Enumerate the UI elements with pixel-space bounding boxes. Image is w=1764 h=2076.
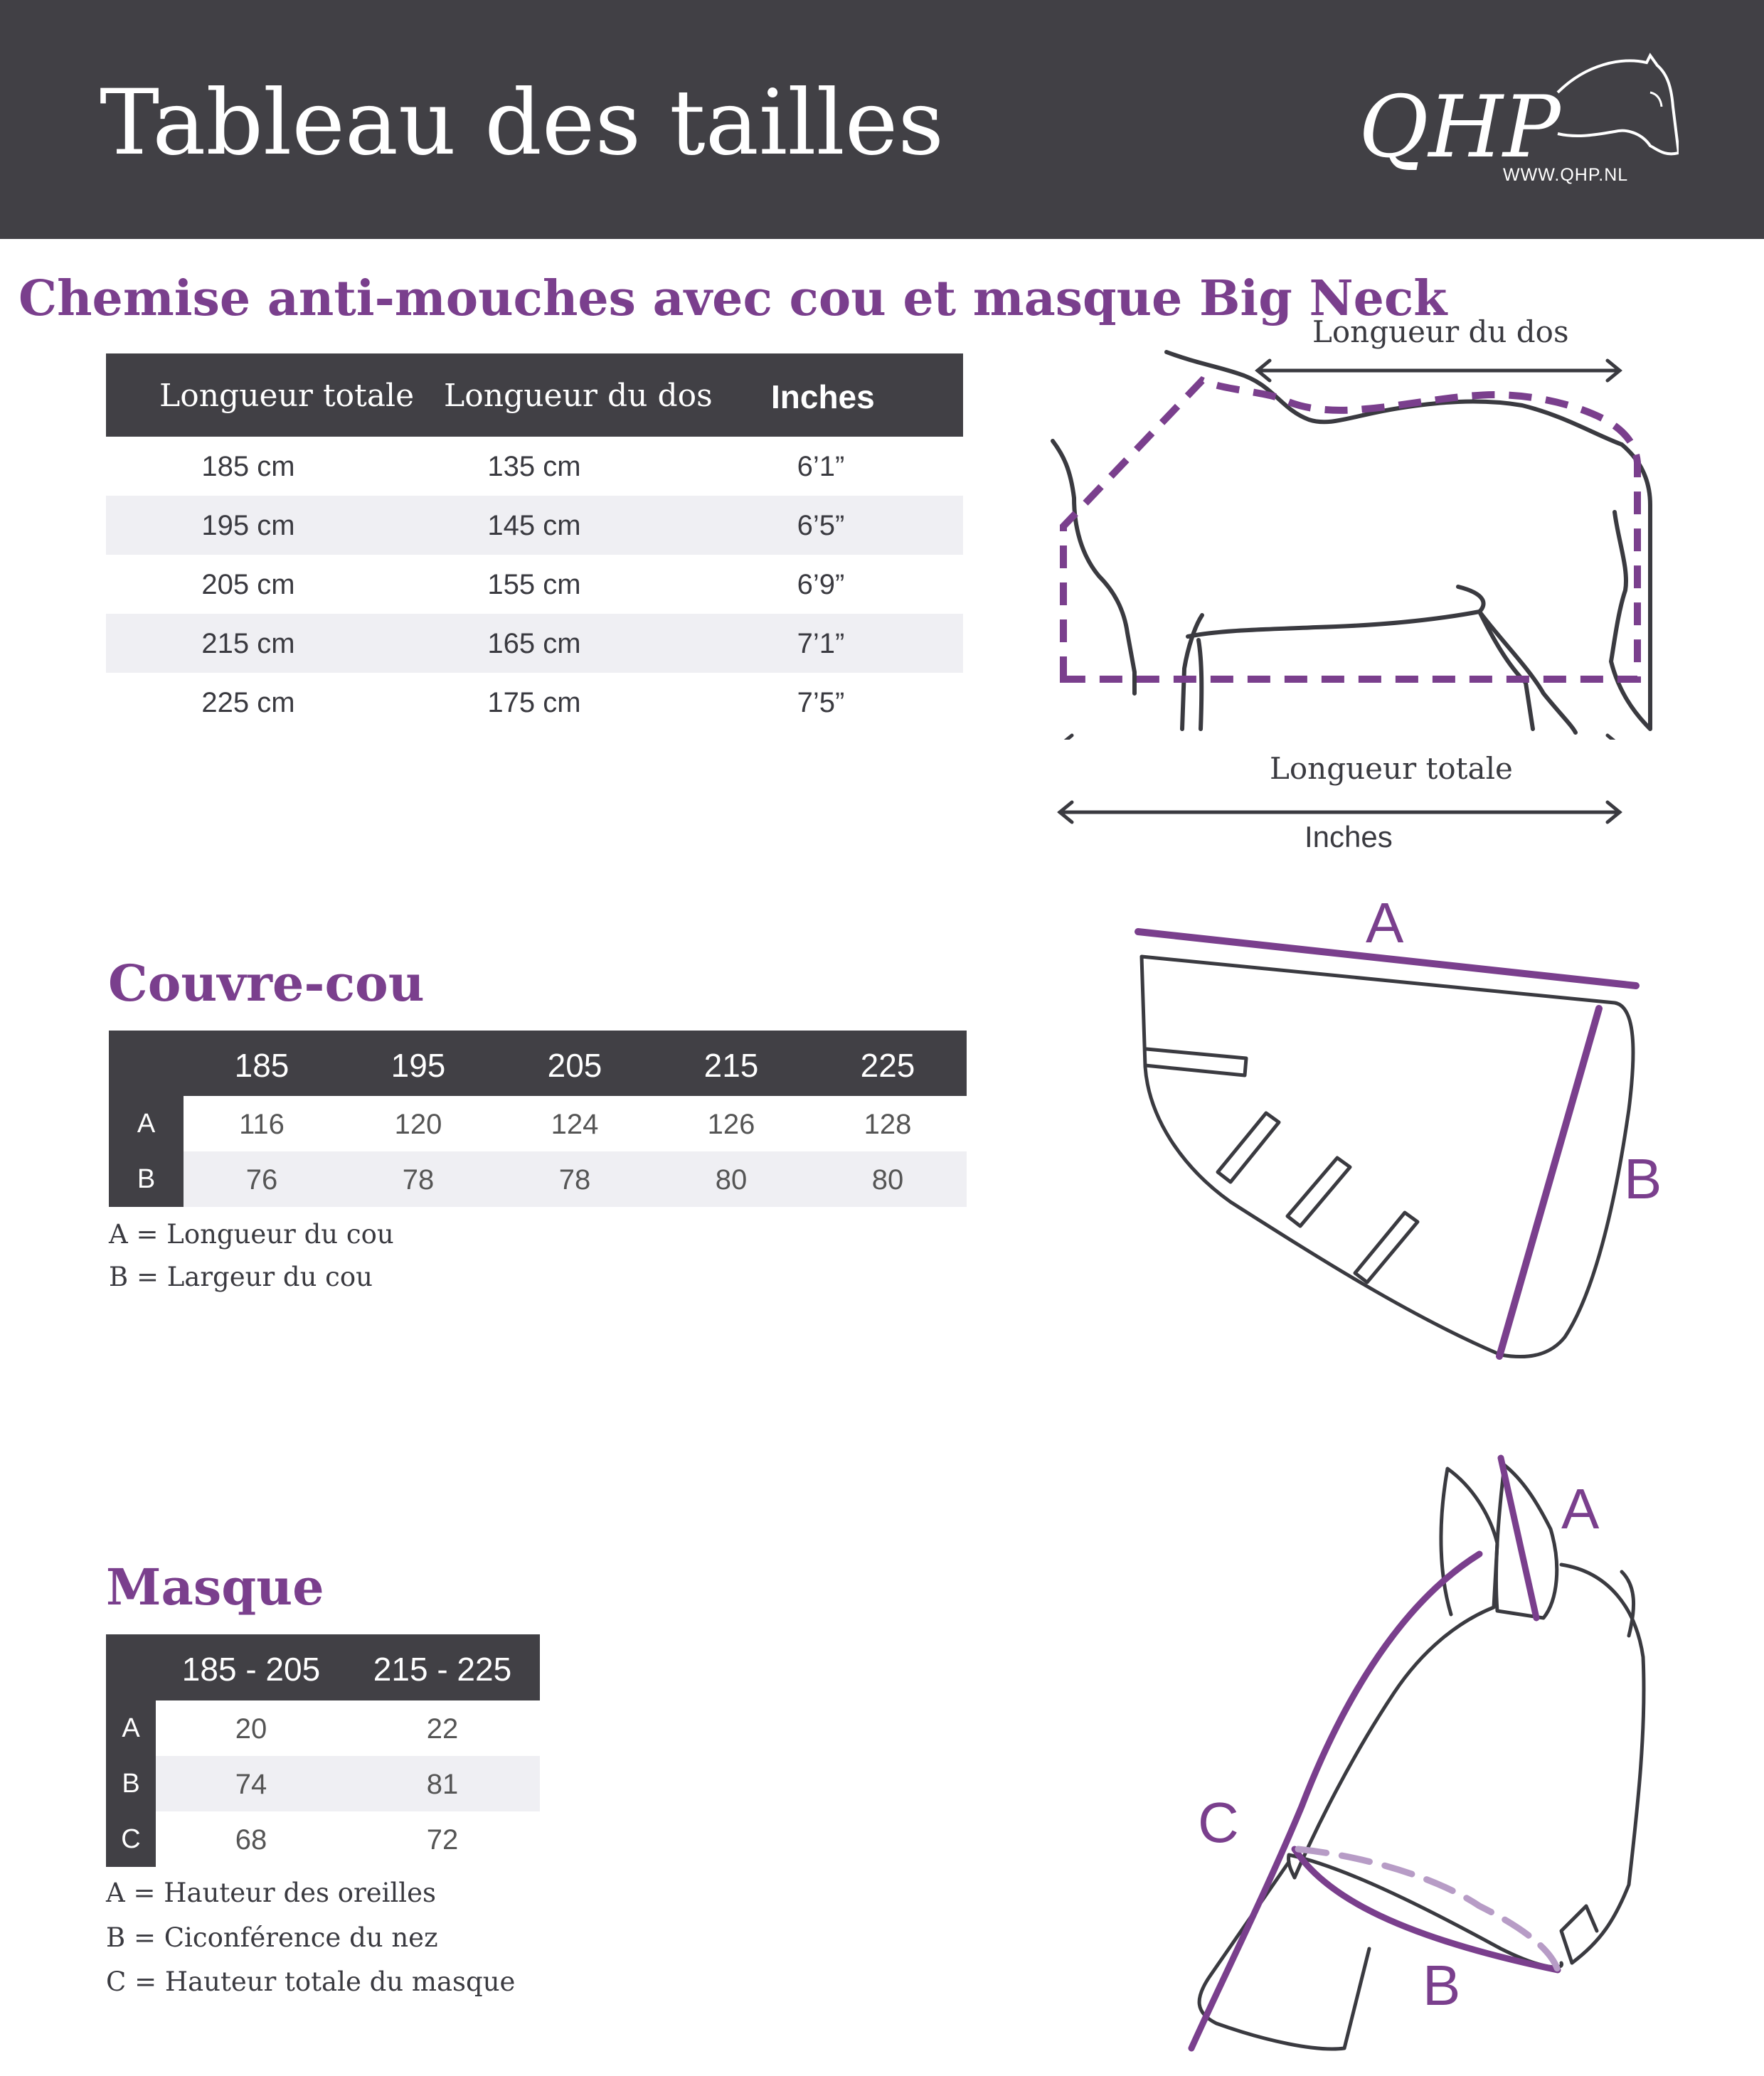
table-row — [106, 1700, 540, 1756]
table-cell: 165 cm — [487, 628, 581, 659]
legend-a: A = Hauteur des oreilles — [106, 1878, 437, 1908]
table-cell: 6’1” — [797, 451, 845, 482]
table-cell: 135 cm — [487, 451, 581, 482]
column-header: 215 — [703, 1047, 759, 1084]
column-header: 195 — [390, 1047, 446, 1084]
label-longueur-du-dos: Longueur du dos — [1312, 314, 1569, 349]
table-cell: 74 — [235, 1769, 267, 1800]
letter-b: B — [1423, 1954, 1461, 2017]
table-cell: 80 — [871, 1164, 904, 1196]
section-title-masque: Masque — [106, 1558, 324, 1617]
table-row — [106, 673, 963, 732]
table-cell: 80 — [715, 1164, 748, 1196]
table-cell: 81 — [426, 1769, 459, 1800]
table-cell: 78 — [558, 1164, 591, 1196]
column-header: 225 — [860, 1047, 915, 1084]
table-cell: 22 — [426, 1713, 459, 1745]
table-cell: 195 cm — [201, 510, 295, 541]
table-row — [109, 1151, 967, 1207]
letter-a: A — [1561, 1477, 1600, 1540]
label-longueur-totale: Longueur totale — [1270, 751, 1513, 786]
row-label: C — [106, 1811, 156, 1867]
column-header: 185 — [234, 1047, 289, 1084]
column-header: Longueur totale — [159, 378, 415, 414]
table-cell: 128 — [864, 1109, 912, 1140]
table-cell: 7’1” — [797, 628, 845, 659]
legend-a: A = Longueur du cou — [109, 1219, 394, 1250]
logo-text: QHP — [1359, 78, 1561, 177]
column-header: 205 — [547, 1047, 602, 1084]
table-header — [106, 353, 963, 437]
table-cell: 7’5” — [797, 687, 845, 718]
table-cell: 126 — [707, 1109, 755, 1140]
table-cell: 116 — [239, 1109, 285, 1140]
table-cell: 205 cm — [201, 569, 295, 600]
section-title-couvre-cou: Couvre-cou — [108, 954, 425, 1013]
logo-url: WWW.QHP.NL — [1503, 165, 1629, 185]
table-row — [106, 1811, 540, 1867]
table-row — [106, 437, 963, 496]
row-label: B — [109, 1151, 184, 1207]
table-cell: 225 cm — [201, 687, 295, 718]
table-header — [109, 1031, 967, 1096]
row-label: A — [109, 1096, 184, 1151]
table-cell: 120 — [394, 1109, 442, 1140]
letter-a: A — [1366, 891, 1404, 954]
table-cell: 155 cm — [487, 569, 581, 600]
neck-cover-diagram — [1131, 917, 1650, 1373]
column-header: Longueur du dos — [444, 378, 713, 414]
column-header: 215 - 225 — [373, 1651, 512, 1688]
label-inches: Inches — [1305, 820, 1393, 853]
masque-table — [106, 1634, 540, 1867]
table-cell: 175 cm — [487, 687, 581, 718]
table-cell: 145 cm — [487, 510, 581, 541]
page-title: Tableau des tailles — [100, 70, 945, 175]
table-row — [109, 1096, 967, 1151]
table-cell: 6’9” — [797, 569, 845, 600]
table-cell: 76 — [245, 1164, 278, 1196]
letter-c: C — [1198, 1791, 1239, 1854]
column-header: Inches — [771, 378, 875, 415]
table-cell: 68 — [235, 1824, 267, 1856]
letter-b: B — [1624, 1147, 1662, 1210]
table-row — [106, 555, 963, 614]
page-header — [0, 0, 1764, 239]
legend-b: B = Ciconférence du nez — [106, 1922, 438, 1953]
row-label: B — [106, 1756, 156, 1811]
table-cell: 215 cm — [201, 628, 295, 659]
table-row — [106, 1756, 540, 1811]
table-row — [106, 496, 963, 555]
column-header: 185 - 205 — [181, 1651, 321, 1688]
table-cell: 78 — [402, 1164, 435, 1196]
table-cell: 6’5” — [797, 510, 845, 541]
table-row — [106, 614, 963, 673]
section-title-chemise: Chemise anti-mouches avec cou et masque Big Neck — [18, 270, 1447, 327]
table-cell: 124 — [551, 1109, 599, 1140]
horse-rug-diagram — [1046, 334, 1672, 740]
table-cell: 72 — [426, 1824, 459, 1856]
table-header — [106, 1634, 540, 1700]
legend-c: C = Hauteur totale du masque — [106, 1966, 516, 1997]
legend-b: B = Largeur du cou — [109, 1262, 373, 1292]
table-cell: 185 cm — [201, 451, 295, 482]
table-cell: 20 — [235, 1713, 267, 1745]
chemise-size-table — [106, 353, 963, 732]
row-label: A — [106, 1700, 156, 1756]
couvre-cou-table — [109, 1031, 967, 1207]
